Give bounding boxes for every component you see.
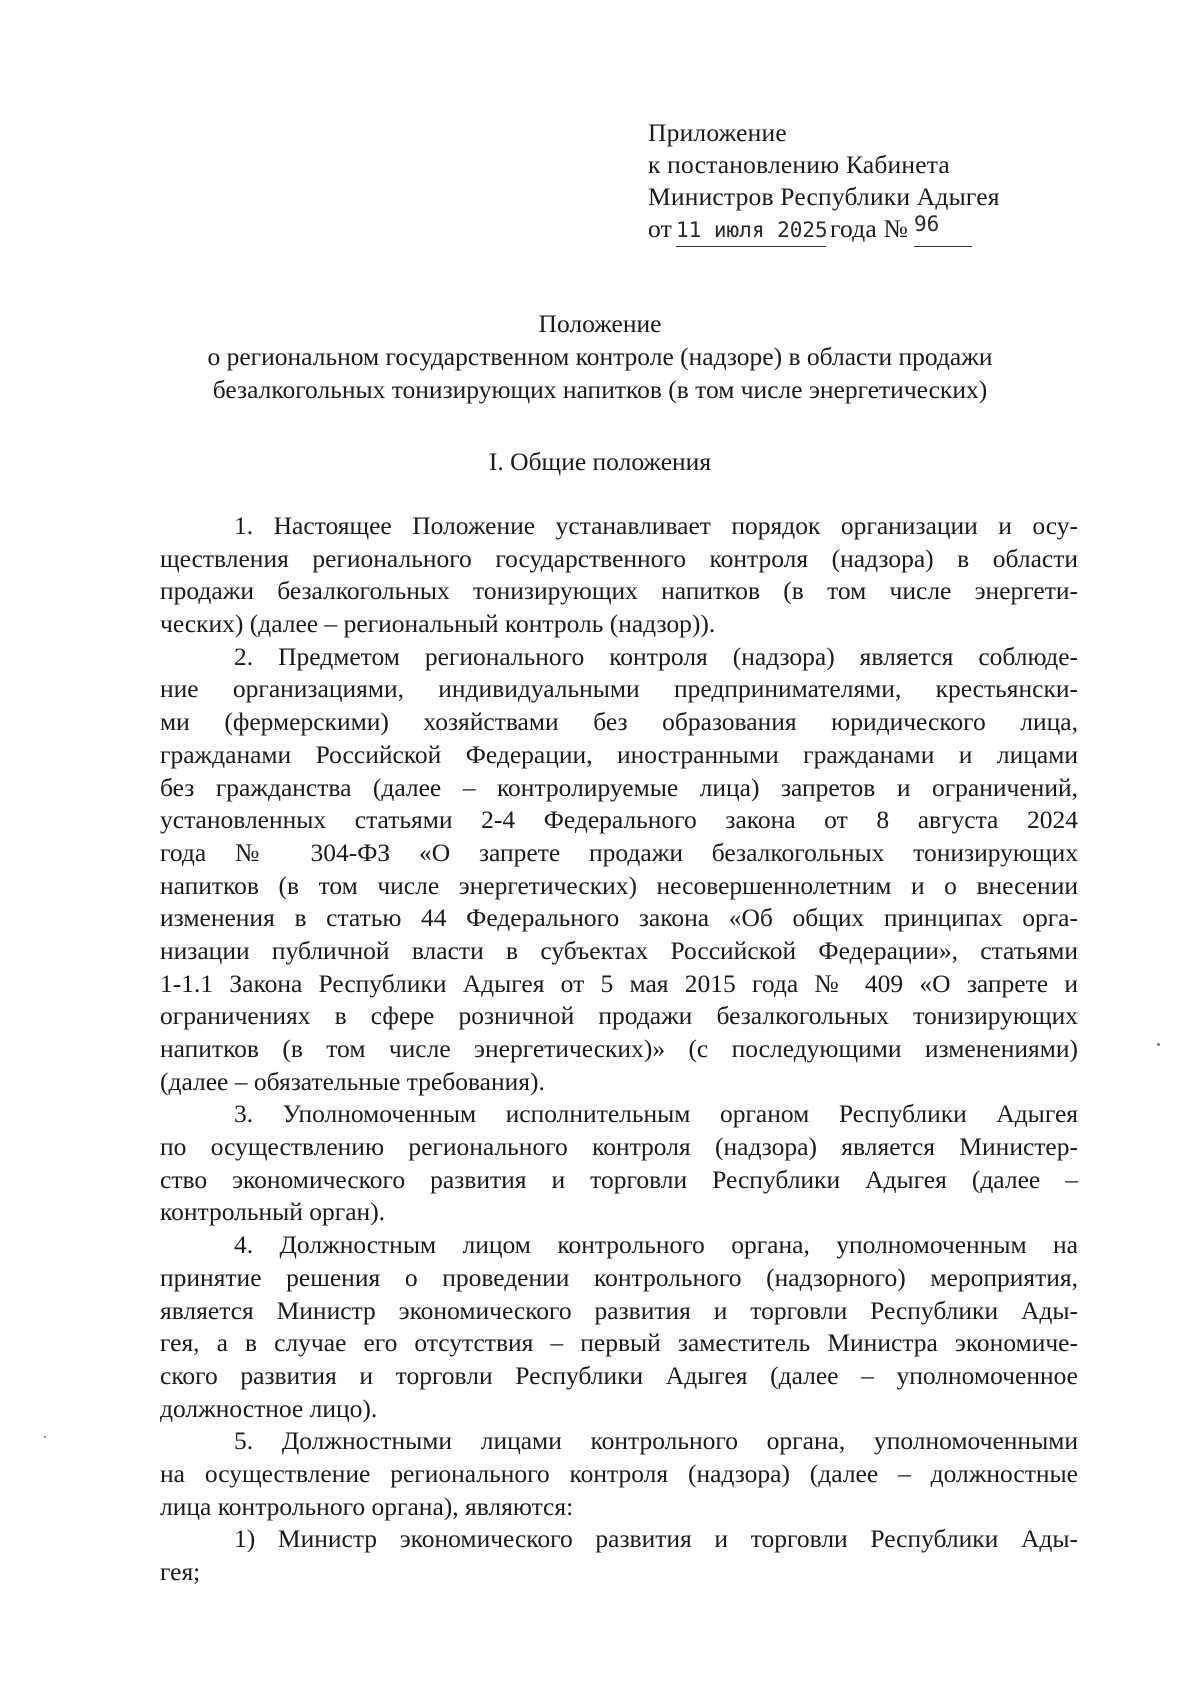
document-body <box>160 510 1078 1589</box>
body-line: напитков (в том числе энергетических) несовершеннолетним и о внесении <box>160 870 1078 900</box>
date-prefix: от <box>648 214 672 243</box>
annex-line-3: Министров Республики Адыгея <box>648 182 1000 211</box>
year-word: года № <box>829 214 909 243</box>
annex-line-1: Приложение <box>648 118 787 147</box>
scan-speck <box>1157 1043 1160 1046</box>
body-line: напитков (в том числе энергетических)» (с последующими изменениями) <box>160 1034 1078 1063</box>
body-line: без гражданства (далее – контролируемые лица) запретов и ограничений, <box>160 772 1078 802</box>
body-line: является Министр экономического развития и торговли Республики Ады- <box>160 1295 1078 1325</box>
title-line-2: о региональном государственном контроле (надзоре) в области продажи <box>207 342 993 371</box>
body-line: гея, а в случае его отсутствия – первый заместитель Министра экономиче- <box>160 1328 1078 1358</box>
body-line: гея; <box>160 1557 201 1586</box>
section-heading: I. Общие положения <box>488 447 712 476</box>
annex-line-2: к постановлению Кабинета <box>648 150 950 179</box>
title-line-3: безалкогольных тонизирующих напитков (в том числе энергетических) <box>212 375 988 404</box>
body-line: установленных статьями 2-4 Федерального закона от 8 августа 2024 <box>160 805 1078 835</box>
body-line: изменения в статью 44 Федерального закона «Об общих принципах орга- <box>160 903 1078 933</box>
body-line: лица контрольного органа), являются: <box>160 1491 574 1521</box>
body-line: гражданами Российской Федерации, иностранными гражданами и лицами <box>160 739 1078 769</box>
date-value: 11 июля 2025 <box>675 218 828 242</box>
body-line: по осуществлению регионального контроля (надзора) является Министер- <box>160 1132 1078 1162</box>
body-line: 1) Министр экономического развития и торговли Республики Ады- <box>234 1524 1078 1554</box>
number-field <box>914 213 972 247</box>
date-field <box>676 213 826 247</box>
body-line: 4. Должностным лицом контрольного органа, уполномоченным на <box>234 1230 1078 1260</box>
body-line: ство экономического развития и торговли Республики Адыгея (далее – <box>160 1164 1078 1194</box>
body-line: 1-1.1 Закона Республики Адыгея от 5 мая 2015 года № 409 «О запрете и <box>160 968 1078 998</box>
annex-header <box>648 117 1000 247</box>
body-line: 3. Уполномоченным исполнительным органом Республики Адыгея <box>234 1099 1078 1129</box>
body-line: (далее – обязательные требования). <box>160 1066 545 1096</box>
body-line: 5. Должностными лицами контрольного органа, уполномоченными <box>234 1426 1078 1456</box>
body-line: ограничениях в сфере розничной продажи безалкогольных тонизирующих <box>160 1001 1078 1031</box>
title-line-1: Положение <box>538 309 662 338</box>
body-line: контрольный орган). <box>160 1197 386 1227</box>
body-line: года № 304-ФЗ «О запрете продажи безалкогольных тонизирующих <box>160 837 1078 867</box>
document-title <box>0 307 1200 406</box>
body-line: ского развития и торговли Республики Адыгея (далее – уполномоченное <box>160 1360 1078 1390</box>
annex-date-row <box>648 213 1000 247</box>
body-line: низации публичной власти в субъектах Российской Федерации», статьями <box>160 935 1078 965</box>
body-line: ние организациями, индивидуальными предпринимателями, крестьянски- <box>160 674 1078 704</box>
body-line: ществления регионального государственного контроля (надзора) в области <box>160 543 1078 573</box>
body-line: должностное лицо). <box>160 1393 378 1423</box>
body-line: принятие решения о проведении контрольного (надзорного) мероприятия, <box>160 1262 1078 1292</box>
body-line: на осуществление регионального контроля (надзора) (далее – должностные <box>160 1458 1078 1488</box>
body-line: 1. Настоящее Положение устанавливает порядок организации и осу- <box>234 511 1078 540</box>
scan-speck <box>44 1436 46 1438</box>
body-line: ми (фермерскими) хозяйствами без образования юридического лица, <box>160 707 1078 737</box>
body-line: ческих) (далее – региональный контроль (надзор)). <box>160 609 716 639</box>
body-line: продажи безалкогольных тонизирующих напитков (в том числе энергети- <box>160 576 1078 606</box>
body-line: 2. Предметом регионального контроля (надзора) является соблюде- <box>234 641 1078 671</box>
number-value: 96 <box>914 212 940 236</box>
